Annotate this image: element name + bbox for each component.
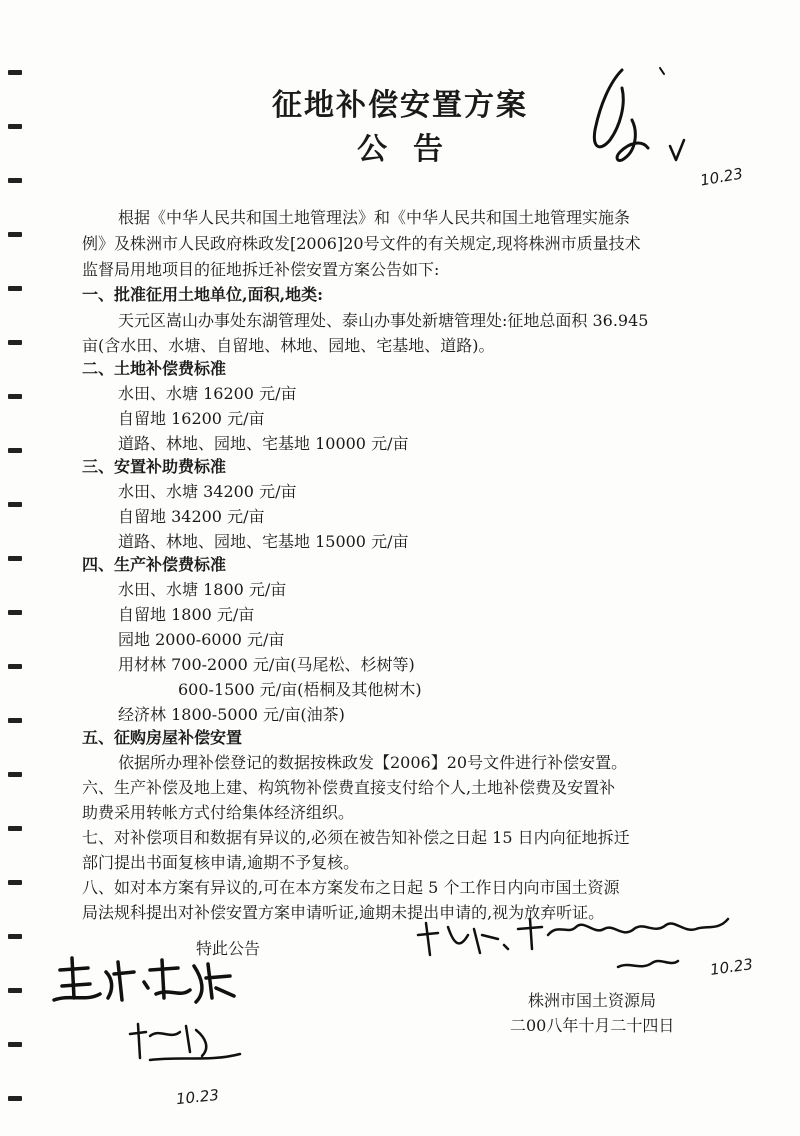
binder-mark bbox=[8, 178, 22, 183]
document-subtitle: 公告 bbox=[357, 132, 469, 167]
section-heading: 二、土地补偿费标准 bbox=[82, 359, 227, 378]
section-line: 自留地 1800 元/亩 bbox=[118, 605, 255, 624]
binder-mark bbox=[8, 880, 22, 885]
section-line: 经济林 1800-5000 元/亩(油茶) bbox=[118, 705, 345, 724]
item-line: 助费采用转帐方式付给集体经济组织。 bbox=[82, 803, 355, 822]
binder-mark bbox=[8, 556, 22, 561]
item-line: 六、生产补偿及地上建、构筑物补偿费直接支付给个人,土地补偿费及安置补 bbox=[82, 778, 616, 797]
handwritten-date: 10.23 bbox=[175, 1085, 220, 1109]
binder-mark bbox=[8, 772, 22, 777]
binder-mark bbox=[8, 232, 22, 237]
section-heading: 四、生产补偿费标准 bbox=[82, 555, 227, 574]
item-line: 局法规科提出对补偿安置方案申请听证,逾期未提出申请的,视为放弃听证。 bbox=[82, 903, 605, 922]
section-line: 道路、林地、园地、宅基地 15000 元/亩 bbox=[118, 532, 409, 551]
binder-mark bbox=[8, 70, 22, 75]
binder-mark bbox=[8, 610, 22, 615]
binder-mark bbox=[8, 826, 22, 831]
intro-line: 监督局用地项目的征地拆迁补偿安置方案公告如下: bbox=[82, 260, 440, 279]
section-line: 用材林 700-2000 元/亩(马尾松、杉树等) bbox=[118, 655, 415, 674]
binder-mark bbox=[8, 286, 22, 291]
section-line: 天元区嵩山办事处东湖管理处、泰山办事处新塘管理处:征地总面积 36.945 bbox=[118, 311, 649, 330]
handwritten-date: 10.23 bbox=[698, 164, 745, 190]
section-line: 亩(含水田、水塘、自留地、林地、园地、宅基地、道路)。 bbox=[82, 336, 495, 355]
signature-bottom-left bbox=[30, 948, 270, 1078]
section-line: 自留地 34200 元/亩 bbox=[118, 507, 265, 526]
issue-date: 二00八年十月二十四日 bbox=[510, 1016, 675, 1035]
section-line: 水田、水塘 34200 元/亩 bbox=[118, 482, 297, 501]
section-heading: 一、批准征用土地单位,面积,地类: bbox=[82, 285, 324, 304]
section-line: 园地 2000-6000 元/亩 bbox=[118, 630, 285, 649]
section-line: 600-1500 元/亩(梧桐及其他树木) bbox=[178, 680, 422, 699]
binder-mark bbox=[8, 448, 22, 453]
binder-mark bbox=[8, 718, 22, 723]
item-line: 部门提出书面复核申请,逾期不予复核。 bbox=[82, 853, 360, 872]
binder-mark bbox=[8, 988, 22, 993]
binder-mark bbox=[8, 664, 22, 669]
binder-mark bbox=[8, 340, 22, 345]
section-line: 依据所办理补偿登记的数据按株政发【2006】20号文件进行补偿安置。 bbox=[118, 753, 628, 772]
handwritten-date: 10.23 bbox=[708, 955, 754, 979]
section-line: 水田、水塘 1800 元/亩 bbox=[118, 580, 287, 599]
document-title: 征地补偿安置方案 bbox=[272, 88, 528, 123]
closing-text: 特此公告 bbox=[196, 939, 261, 958]
section-heading: 三、安置补助费标准 bbox=[82, 457, 227, 476]
item-line: 七、对补偿项目和数据有异议的,必须在被告知补偿之日起 15 日内向征地拆迁 bbox=[82, 828, 630, 847]
intro-line: 例》及株洲市人民政府株政发[2006]20号文件的有关规定,现将株洲市质量技术 bbox=[82, 234, 641, 253]
binder-mark bbox=[8, 1042, 22, 1047]
binder-mark bbox=[8, 1096, 22, 1101]
item-line: 八、如对本方案有异议的,可在本方案发布之日起 5 个工作日内向市国土资源 bbox=[82, 878, 620, 897]
binder-mark bbox=[8, 934, 22, 939]
section-heading: 五、征购房屋补偿安置 bbox=[82, 728, 243, 747]
section-line: 自留地 16200 元/亩 bbox=[118, 409, 265, 428]
binder-mark bbox=[8, 502, 22, 507]
binder-mark bbox=[8, 394, 22, 399]
issuer-name: 株洲市国土资源局 bbox=[528, 991, 657, 1010]
section-line: 水田、水塘 16200 元/亩 bbox=[118, 384, 297, 403]
section-line: 道路、林地、园地、宅基地 10000 元/亩 bbox=[118, 434, 409, 453]
intro-line: 根据《中华人民共和国土地管理法》和《中华人民共和国土地管理实施条 bbox=[118, 208, 631, 227]
